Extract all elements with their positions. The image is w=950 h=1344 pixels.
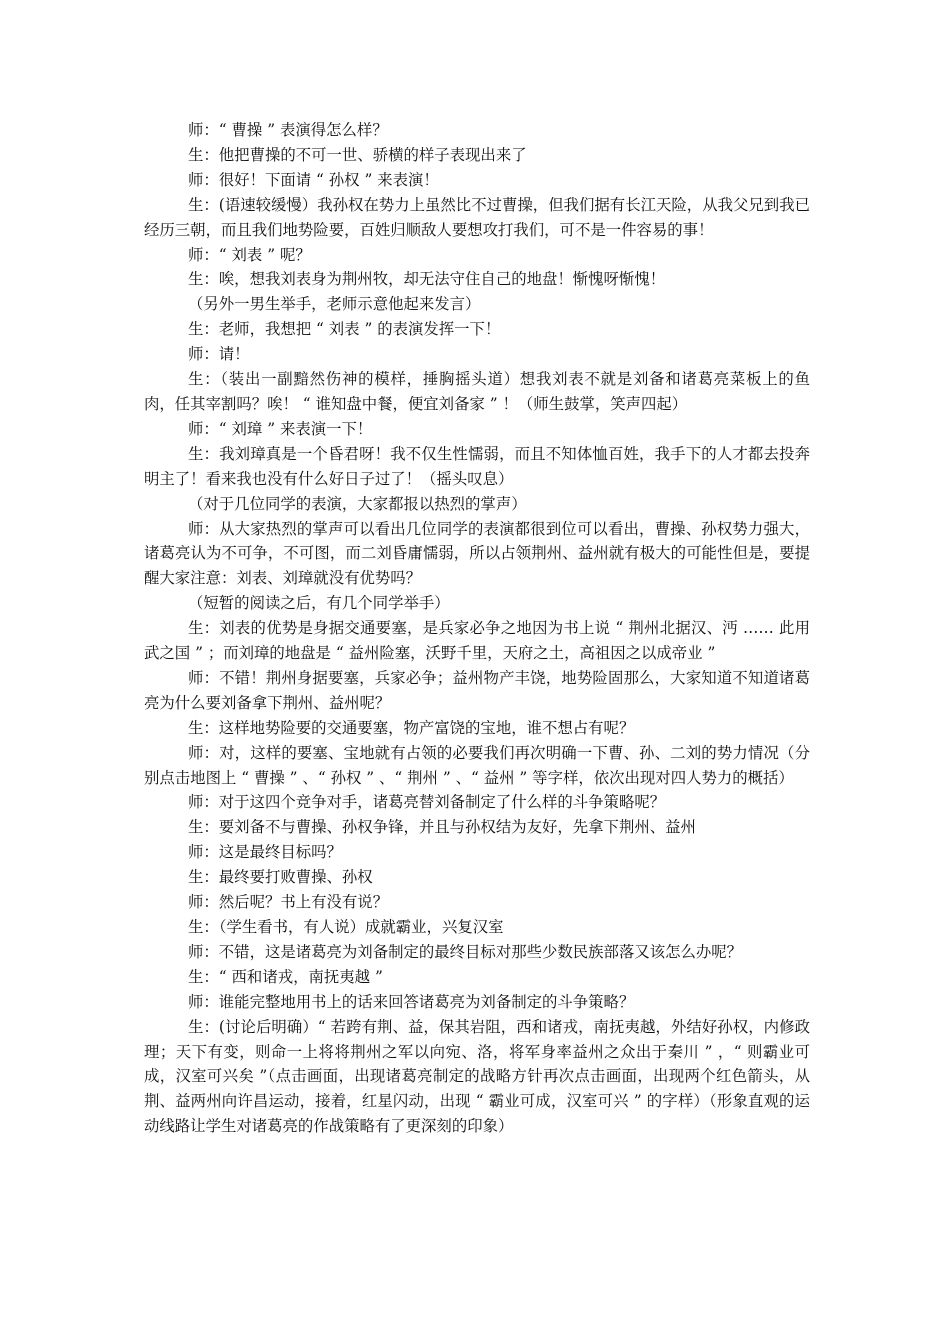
paragraph: 师：从大家热烈的掌声可以看出几位同学的表演都很到位可以看出，曹操、孙权势力强大，诸葛亮认为不可争，不可图，而二刘昏庸懦弱，所以占领荆州、益州就有极大的可能性但是，要提醒大家注意：刘表、刘璋就没有优势吗？ (144, 519, 810, 588)
paragraph: 师：不错，这是诸葛亮为刘备制定的最终目标对那些少数民族部落又该怎么办呢？ (188, 942, 743, 961)
paragraph: 师：对，这样的要塞、宝地就有占领的必要我们再次明确一下曹、孙、二刘的势力情况（分别点击地图上 “ 曹操 ” 、“ 孙权 ” 、“ 荆州 ” 、“ 益州 ” 等字样，依次出现对四人势力的概括） (144, 743, 810, 787)
paragraph: 师：这是最终目标吗？ (188, 843, 342, 862)
paragraph: 生：这样地势险要的交通要塞，物产富饶的宝地，谁不想占有呢？ (188, 718, 635, 737)
paragraph: 师：谁能完整地用书上的话来回答诸葛亮为刘备制定的斗争策略？ (188, 992, 635, 1011)
document-body (144, 118, 810, 1139)
paragraph: 师：“ 曹操 ” 表演得怎么样？ (188, 121, 388, 139)
paragraph: 师：“ 刘表 ” 呢？ (188, 245, 311, 264)
paragraph: 生：我刘璋真是一个昏君呀！我不仅生性懦弱，而且不知体恤百姓，我手下的人才都去投奔明主了！看来我也没有什么好日子过了！（摇头叹息） (144, 444, 810, 488)
paragraph: （对于几位同学的表演，大家都报以热烈的掌声） (188, 494, 527, 513)
paragraph: 师：“ 刘璋 ” 来表演一下！ (188, 419, 373, 438)
paragraph: 师：不错！荆州身据要塞，兵家必争；益州物产丰饶，地势险固那么，大家知道不知道诸葛亮为什么要刘备拿下荆州、益州呢？ (144, 668, 810, 712)
paragraph: 生：唉，想我刘表身为荆州牧，却无法守住自己的地盘！惭愧呀惭愧！ (188, 270, 666, 289)
paragraph: 生：(语速较缓慢）我孙权在势力上虽然比不过曹操，但我们据有长江天险，从我父兄到我已经历三朝，而且我们地势险要，百姓归顺敌人要想攻打我们，可不是一件容易的事！ (144, 195, 810, 239)
paragraph: 师：然后呢？书上有没有说？ (188, 893, 389, 912)
paragraph: （另外一男生举手，老师示意他起来发言） (188, 295, 481, 314)
paragraph: （短暂的阅读之后，有几个同学举手） (188, 594, 450, 613)
paragraph: 生：（装出一副黯然伤神的模样，捶胸摇头道）想我刘表不就是刘备和诸葛亮菜板上的鱼肉，任其宰割吗？唉！ “ 谁知盘中餐，便宜刘备家 ” ！（师生鼓掌，笑声四起） (144, 370, 810, 413)
paragraph: 生：（学生看书，有人说）成就霸业，兴复汉室 (188, 918, 504, 936)
paragraph: 师：对于这四个竞争对手，诸葛亮替刘备制定了什么样的斗争策略呢？ (188, 793, 666, 812)
paragraph: 生：刘表的优势是身据交通要塞，是兵家必争之地因为书上说 “ 荆州北据汉、沔 …… 此用武之国 ” ；而刘璋的地盘是 “ 益州险塞，沃野千里，天府之土，高祖因之以成帝业 ” (144, 619, 810, 663)
paragraph: 生：最终要打败曹操、孙权 (188, 868, 373, 887)
paragraph: 生：(讨论后明确）“ 若跨有荆、益，保其岩阻，西和诸戎，南抚夷越，外结好孙权，内修政理；天下有变，则命一上将将荆州之军以向宛、洛，将军身率益州之众出于秦川 ” ，“ 则霸业可成，汉室可兴矣 ”（点击画面，出现诸葛亮制定的战略方针再次点击画面，出现两个红色箭头，从荆、益两州向许昌运动，接着，红星闪动，出现 “ 霸业可成，汉室可兴 ” 的字样）（形象直观的运动线路让学生对诸葛亮的作战策略有了更深刻的印象） (144, 1017, 810, 1136)
paragraph: 生：“ 西和诸戎，南抚夷越 ” (188, 967, 383, 986)
paragraph: 生：他把曹操的不可一世、骄横的样子表现出来了 (188, 145, 527, 164)
paragraph: 生：要刘备不与曹操、孙权争锋，并且与孙权结为友好，先拿下荆州、益州 (188, 818, 696, 837)
paragraph: 师：请！ (188, 345, 250, 364)
paragraph: 生：老师，我想把 “ 刘表 ” 的表演发挥一下！ (188, 320, 501, 339)
paragraph: 师：很好！下面请 “ 孙权 ” 来表演！ (188, 170, 439, 189)
